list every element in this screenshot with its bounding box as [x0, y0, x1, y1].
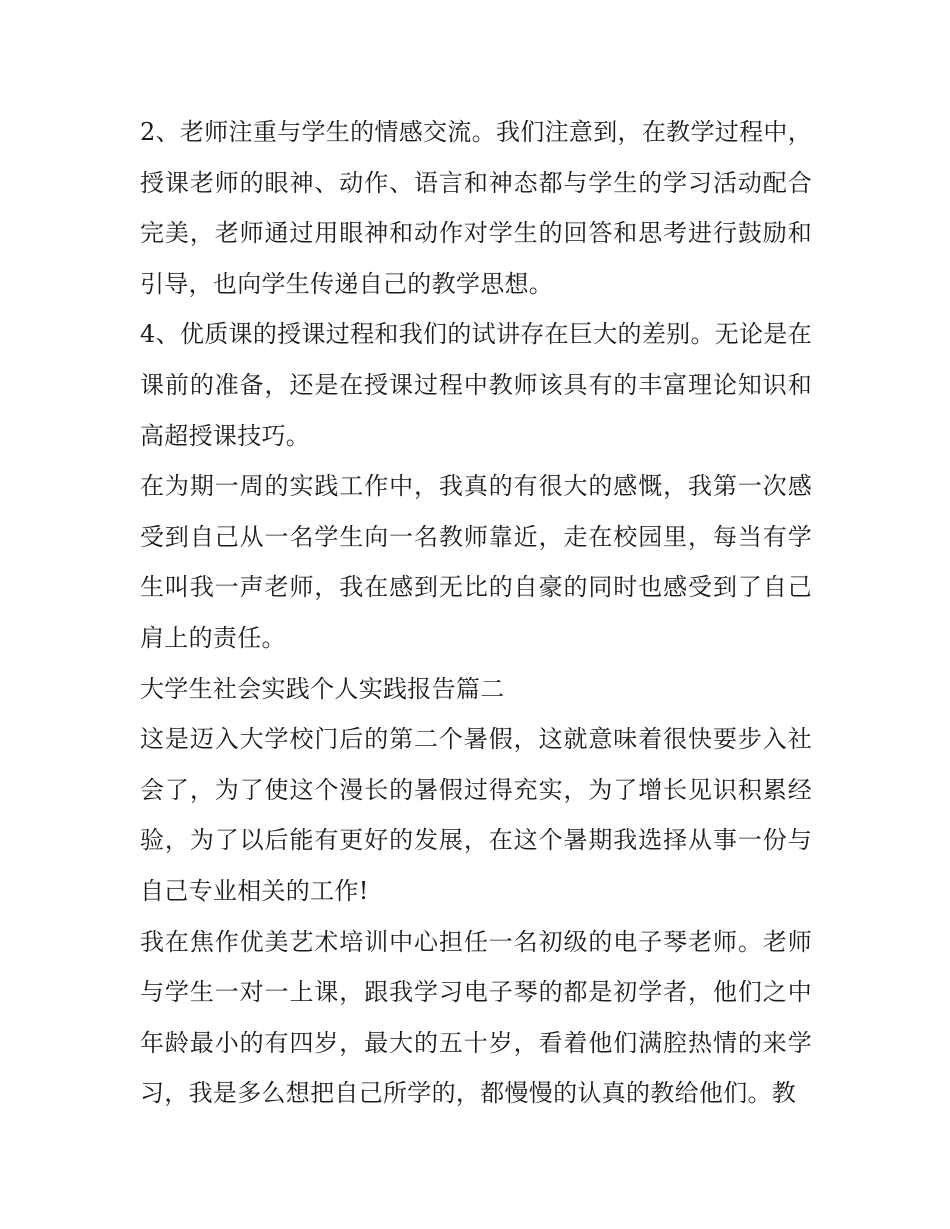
paragraph-teacher-student-communication: 2、老师注重与学生的情感交流。我们注意到，在教学过程中，授课老师的眼神、动作、语言和神态都与学生的学习活动配合完美，老师通过用眼神和动作对学生的回答和思考进行鼓励和引导，也向学生传递自己的教学思想。 [140, 118, 812, 298]
section-heading: 大学生社会实践个人实践报告篇二 [140, 674, 505, 703]
paragraph-summer-vacation: 这是迈入大学校门后的第二个暑假，这就意味着很快要步入社会了，为了使这个漫长的暑假过得充实，为了增长见识积累经验，为了以后能有更好的发展，在这个暑期我选择从事一份与自己专业相关的工作! [140, 725, 812, 905]
paragraph-keyboard-teacher: 我在焦作优美艺术培训中心担任一名初级的电子琴老师。老师与学生一对一上课，跟我学习电子琴的都是初学者，他们之中年龄最小的有四岁，最大的五十岁，看着他们满腔热情的来学习，我是多么想把自己所学的，都慢慢的认真的教给他们。教 [140, 927, 812, 1108]
paragraph-quality-lesson-difference: 4、优质课的授课过程和我们的试讲存在巨大的差别。无论是在课前的准备，还是在授课过程中教师该具有的丰富理论知识和高超授课技巧。 [140, 320, 812, 450]
paragraph-practice-reflection: 在为期一周的实践工作中，我真的有很大的感慨，我第一次感受到自己从一名学生向一名教师靠近，走在校园里，每当有学生叫我一声老师，我在感到无比的自豪的同时也感受到了自己肩上的责任。 [140, 472, 812, 652]
document-body [140, 107, 812, 1119]
